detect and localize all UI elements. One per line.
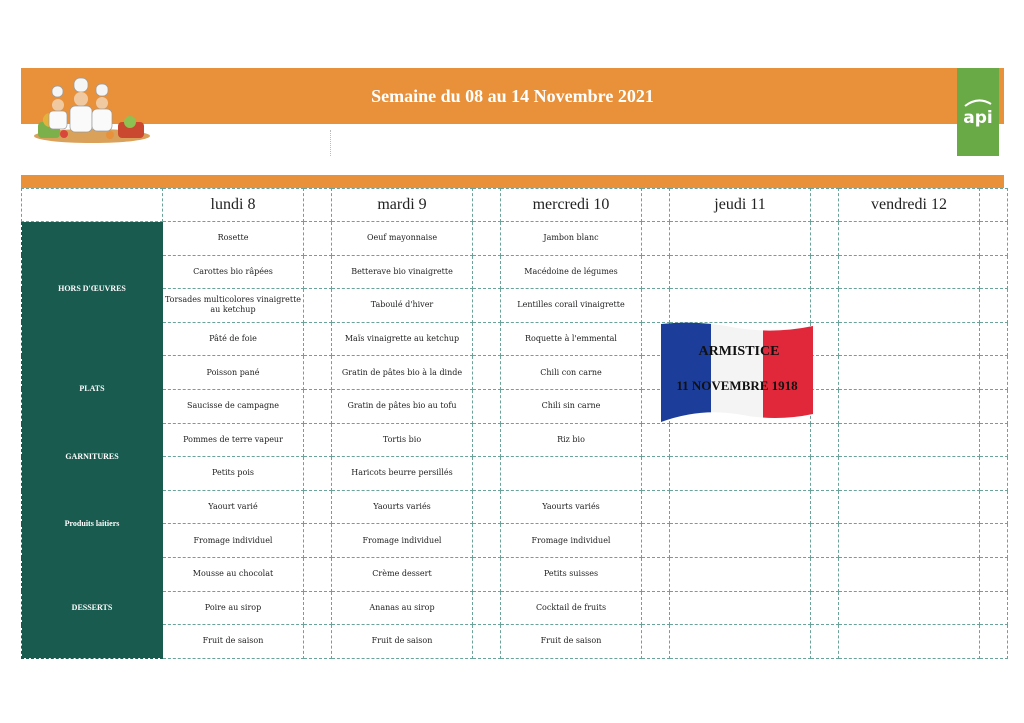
menu-cell: Tortis bio — [332, 423, 473, 457]
table-top-band — [21, 175, 1004, 188]
menu-row — [22, 457, 1008, 491]
menu-row — [22, 490, 1008, 524]
menu-row — [22, 423, 1008, 457]
menu-cell: Gratin de pâtes bio au tofu — [332, 389, 473, 423]
menu-table — [21, 188, 1008, 659]
menu-row — [22, 557, 1008, 591]
menu-row — [22, 356, 1008, 390]
menu-cell: Haricots beurre persillés — [332, 457, 473, 491]
menu-cell: Yaourts variés — [501, 490, 642, 524]
menu-cell: Chili con carne — [501, 356, 642, 390]
menu-cell: Oeuf mayonnaise — [332, 222, 473, 256]
category-produits-laitiers: Produits laitiers — [22, 490, 163, 557]
menu-cell — [501, 457, 642, 491]
menu-cell: Macédoine de légumes — [501, 255, 642, 289]
menu-cell: Crème dessert — [332, 557, 473, 591]
menu-cell: Lentilles corail vinaigrette — [501, 289, 642, 323]
menu-cell: Yaourts variés — [332, 490, 473, 524]
menu-cell: Riz bio — [501, 423, 642, 457]
category-desserts: DESSERTS — [22, 557, 163, 658]
category-garnitures: GARNITURES — [22, 423, 163, 490]
category-plats: PLATS — [22, 356, 163, 423]
menu-cell: Mousse au chocolat — [163, 557, 304, 591]
header-divider — [330, 130, 331, 156]
api-logo — [957, 68, 999, 156]
menu-cell: Betterave bio vinaigrette — [332, 255, 473, 289]
menu-cell: Rosette — [163, 222, 304, 256]
day-header: jeudi 11 — [670, 189, 811, 222]
menu-row — [22, 524, 1008, 558]
menu-cell: Poisson pané — [163, 356, 304, 390]
menu-cell: Yaourt varié — [163, 490, 304, 524]
day-header: lundi 8 — [163, 189, 304, 222]
menu-cell: Poire au sirop — [163, 591, 304, 625]
category-hors-doeuvres: HORS D'ŒUVRES — [22, 222, 163, 356]
menu-cell: Taboulé d'hiver — [332, 289, 473, 323]
menu-cell: Torsades multicolores vinaigrette au ketchup — [163, 289, 304, 323]
menu-cell: Ananas au sirop — [332, 591, 473, 625]
chefs-illustration — [30, 74, 152, 144]
armistice-line1: ARMISTICE — [698, 344, 780, 359]
logo-text: api — [963, 108, 993, 128]
menu-row — [22, 625, 1008, 659]
menu-cell: Saucisse de campagne — [163, 389, 304, 423]
menu-cell: Chili sin carne — [501, 389, 642, 423]
armistice-flag — [659, 322, 815, 426]
menu-cell: Fromage individuel — [501, 524, 642, 558]
menu-row — [22, 222, 1008, 256]
menu-row — [22, 389, 1008, 423]
menu-row — [22, 591, 1008, 625]
menu-cell: Cocktail de fruits — [501, 591, 642, 625]
header-banner — [21, 68, 1004, 124]
menu-cell: Fromage individuel — [332, 524, 473, 558]
menu-cell: Pâté de foie — [163, 322, 304, 356]
menu-cell: Maïs vinaigrette au ketchup — [332, 322, 473, 356]
menu-cell: Fruit de saison — [163, 625, 304, 659]
menu-cell: Fruit de saison — [332, 625, 473, 659]
menu-row — [22, 255, 1008, 289]
week-title: Semaine du 08 au 14 Novembre 2021 — [371, 86, 654, 106]
menu-cell: Roquette à l'emmental — [501, 322, 642, 356]
day-header: mercredi 10 — [501, 189, 642, 222]
day-header: mardi 9 — [332, 189, 473, 222]
menu-row — [22, 289, 1008, 323]
menu-cell: Carottes bio râpées — [163, 255, 304, 289]
days-header-row — [22, 189, 1008, 222]
menu-cell: Fruit de saison — [501, 625, 642, 659]
menu-cell: Petits pois — [163, 457, 304, 491]
armistice-line2: 11 NOVEMBRE 1918 — [676, 378, 798, 393]
menu-cell: Pommes de terre vapeur — [163, 423, 304, 457]
day-header: vendredi 12 — [839, 189, 980, 222]
menu-row — [22, 322, 1008, 356]
menu-cell: Gratin de pâtes bio à la dinde — [332, 356, 473, 390]
corner-cell — [22, 189, 163, 222]
menu-cell: Petits suisses — [501, 557, 642, 591]
menu-cell: Jambon blanc — [501, 222, 642, 256]
logo-swoosh-icon — [963, 98, 993, 108]
menu-cell: Fromage individuel — [163, 524, 304, 558]
